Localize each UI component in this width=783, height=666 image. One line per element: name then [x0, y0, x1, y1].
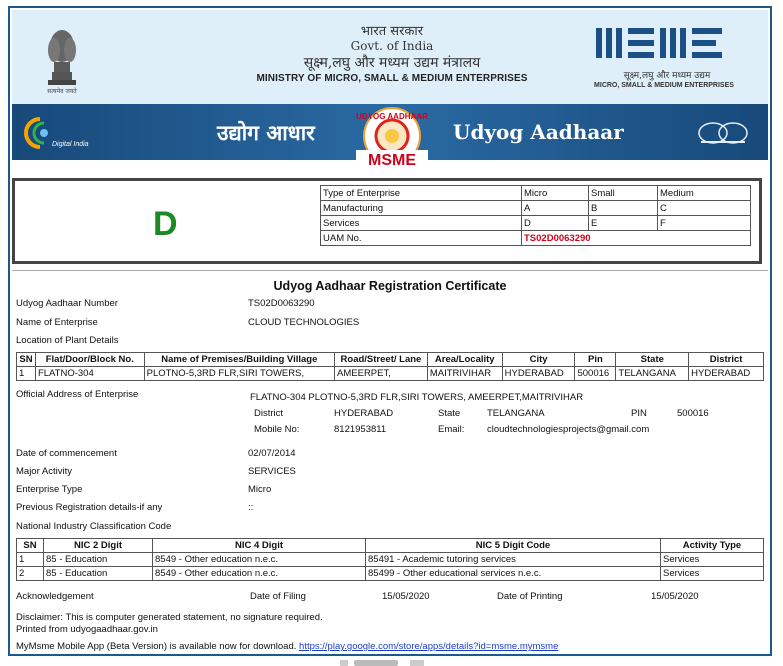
table-header-row [17, 539, 764, 553]
column-header: NIC 5 Digit Code [366, 539, 661, 553]
hindi-ministry: सूक्ष्म,लघु और मध्यम उद्यम मंत्रालय [303, 55, 481, 71]
major-activity-value: SERVICES [248, 466, 296, 477]
column-header: City [502, 353, 575, 367]
table-row [321, 201, 751, 216]
msme-eng: MICRO, SMALL & MEDIUM ENTERPRISES [594, 82, 734, 89]
table-cell: Small [589, 186, 658, 201]
hindi-gov: भारत सरकार [360, 24, 424, 39]
enterprise-type-value: Micro [248, 484, 272, 495]
table-cell: 1 [17, 367, 36, 381]
acknowledgement-label: Acknowledgement [16, 591, 94, 602]
state-label: State [438, 408, 461, 419]
msme-logo [590, 26, 730, 60]
column-header: State [616, 353, 689, 367]
table-row [321, 216, 751, 231]
udyog-hindi-title: उद्योग आधार [217, 120, 315, 145]
table-cell: AMEERPET, [335, 367, 428, 381]
udyog-eng-title: Udyog Aadhaar [453, 120, 624, 144]
table-cell: Services [661, 553, 764, 567]
partner-logo-icon [695, 120, 751, 146]
column-header: NIC 4 Digit [153, 539, 366, 553]
logo-arc-text: UDYOG AADHAAR [356, 112, 428, 121]
table-cell: HYDERABAD [502, 367, 575, 381]
certificate-title: Udyog Aadhaar Registration Certificate [273, 279, 507, 293]
table-cell: Services [661, 567, 764, 581]
column-header: Flat/Door/Block No. [35, 353, 144, 367]
major-activity-label: Major Activity [16, 466, 72, 477]
table-row [17, 367, 764, 381]
uam-label: UAM No. [321, 231, 522, 246]
mobile-value: 8121953811 [334, 424, 387, 435]
commencement-value: 02/07/2014 [248, 448, 296, 459]
table-cell: A [522, 201, 589, 216]
column-header: Name of Premises/Building Village [144, 353, 334, 367]
table-cell: 8549 - Other education n.e.c. [153, 567, 366, 581]
enterprise-type-table [320, 185, 751, 246]
table-cell: 85491 - Academic tutoring services [366, 553, 661, 567]
nic-table [16, 538, 764, 581]
pin-value: 500016 [677, 408, 709, 419]
filing-date-label: Date of Filing [250, 591, 306, 602]
column-header: NIC 2 Digit [44, 539, 153, 553]
column-header: District [689, 353, 764, 367]
table-cell: 8549 - Other education n.e.c. [153, 553, 366, 567]
table-cell: MAITRIVIHAR [427, 367, 502, 381]
eng-ministry: MINISTRY OF MICRO, SMALL & MEDIUM ENTERPRISES [256, 73, 528, 84]
divider [12, 270, 768, 271]
eng-gov: Govt. of India [350, 39, 434, 53]
table-cell: Manufacturing [321, 201, 522, 216]
table-cell: B [589, 201, 658, 216]
table-cell: 85499 - Other educational services n.e.c. [366, 567, 661, 581]
gov-header [12, 10, 768, 106]
column-header: Area/Locality [427, 353, 502, 367]
official-address-label: Official Address of Enterprise [16, 389, 139, 400]
table-cell: D [522, 216, 589, 231]
table-cell: 2 [17, 567, 44, 581]
app-notice [16, 641, 558, 652]
commencement-label: Date of commencement [16, 448, 117, 459]
uam-value: TS02D0063290 [522, 231, 751, 246]
app-download-link[interactable]: https://play.google.com/store/apps/details?id=msme.mymsme [299, 641, 559, 652]
column-header: SN [17, 539, 44, 553]
uan-label: Udyog Aadhaar Number [16, 298, 118, 309]
udyog-aadhaar-logo-icon [350, 106, 434, 170]
table-row [17, 553, 764, 567]
table-cell: Micro [522, 186, 589, 201]
disclaimer: Disclaimer: This is computer generated statement, no signature required. [16, 612, 323, 623]
filing-date-value: 15/05/2020 [382, 591, 430, 602]
table-cell: Services [321, 216, 522, 231]
email-value: cloudtechnologiesprojects@gmail.com [487, 424, 650, 435]
plant-location-label: Location of Plant Details [16, 335, 119, 346]
udyog-banner [12, 104, 768, 169]
pin-label: PIN [631, 408, 647, 419]
printing-date-value: 15/05/2020 [651, 591, 699, 602]
msme-hindi: सूक्ष्म,लघु और मध्यम उद्यम [623, 71, 711, 81]
plant-location-table [16, 352, 764, 381]
gov-title [247, 24, 537, 86]
certificate-frame [8, 6, 772, 656]
table-cell: Type of Enterprise [321, 186, 522, 201]
table-cell: 85 - Education [44, 567, 153, 581]
previous-registration-label: Previous Registration details-if any [16, 502, 163, 513]
national-emblem-icon [40, 24, 84, 96]
column-header: Road/Street/ Lane [335, 353, 428, 367]
printing-date-label: Date of Printing [497, 591, 563, 602]
district-value: HYDERABAD [334, 408, 394, 419]
digital-india-label: Digital India [52, 141, 89, 148]
district-label: District [254, 408, 284, 419]
table-cell: FLATNO-304 [35, 367, 144, 381]
table-cell: PLOTNO-5,3RD FLR,SIRI TOWERS, [144, 367, 334, 381]
table-header-row [17, 353, 764, 367]
official-address-value: FLATNO-304 PLOTNO-5,3RD FLR,SIRI TOWERS, AMEERPET,MAITRIVIHAR [250, 392, 584, 403]
column-header: SN [17, 353, 36, 367]
category-letter: D [153, 205, 178, 243]
enterprise-type-label: Enterprise Type [16, 484, 83, 495]
enterprise-name-label: Name of Enterprise [16, 317, 98, 328]
table-cell: C [658, 201, 751, 216]
table-cell: 1 [17, 553, 44, 567]
classification-box [12, 178, 762, 264]
enterprise-name-value: CLOUD TECHNOLOGIES [248, 317, 360, 328]
previous-registration-value: :: [248, 502, 254, 513]
table-row [321, 231, 751, 246]
table-cell: E [589, 216, 658, 231]
table-cell: 500016 [575, 367, 616, 381]
table-cell: TELANGANA [616, 367, 689, 381]
email-label: Email: [438, 424, 465, 435]
state-value: TELANGANA [487, 408, 545, 419]
table-row [17, 567, 764, 581]
table-cell: 85 - Education [44, 553, 153, 567]
logo-msme-text: MSME [368, 152, 416, 169]
table-row [321, 186, 751, 201]
table-cell: F [658, 216, 751, 231]
table-cell: HYDERABAD [689, 367, 764, 381]
app-notice-text: MyMsme Mobile App (Beta Version) is available now for download. [16, 641, 297, 652]
printed-from: Printed from udyogaadhaar.gov.in [16, 624, 158, 635]
table-cell: Medium [658, 186, 751, 201]
mobile-label: Mobile No: [254, 424, 300, 435]
uan-value: TS02D0063290 [248, 298, 315, 309]
column-header: Pin [575, 353, 616, 367]
svg-text:सत्यमेव जयते: सत्यमेव जयते [47, 88, 77, 95]
nic-label: National Industry Classification Code [16, 521, 172, 532]
column-header: Activity Type [661, 539, 764, 553]
